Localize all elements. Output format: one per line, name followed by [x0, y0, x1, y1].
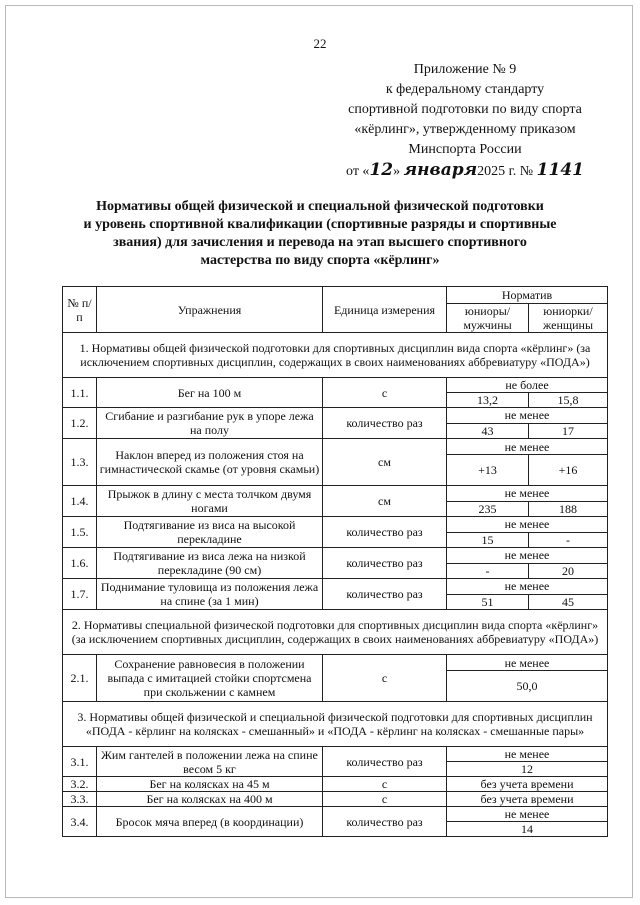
- row-unit: с: [323, 777, 447, 792]
- appendix-header: [330, 60, 600, 182]
- row-exercise: Жим гантелей в положении лежа на спине весом 5 кг: [97, 747, 323, 777]
- row-exercise: Наклон вперед из положения стоя на гимнастической скамье (от уровня скамьи): [97, 439, 323, 486]
- row-unit: см: [323, 486, 447, 517]
- section-1-title: 1. Нормативы общей физической подготовки для спортивных дисциплин вида спорта «кёрлинг» (за исключением спортивных дисциплин, содержащих в своих наименованиях аббревиатуру «ПОДА»): [63, 333, 608, 378]
- row-limit: не менее: [447, 655, 608, 671]
- row-exercise: Прыжок в длину с места толчком двумя ногами: [97, 486, 323, 517]
- row-limit: не менее: [447, 807, 608, 822]
- handwritten-day: 12: [369, 160, 394, 180]
- table-row: [63, 517, 608, 533]
- row-num: 3.3.: [63, 792, 97, 807]
- value-women: +16: [529, 455, 608, 486]
- header-num: № п/п: [63, 287, 97, 333]
- row-unit: количество раз: [323, 408, 447, 439]
- title-line: мастерства по виду спорта «кёрлинг»: [200, 253, 440, 268]
- value-women: 45: [529, 594, 608, 610]
- order-date-line: [330, 160, 600, 182]
- header-juniors-men: юниоры/ мужчины: [447, 304, 529, 333]
- value-all: 14: [447, 822, 608, 837]
- row-unit: количество раз: [323, 517, 447, 548]
- norms-table: [62, 286, 608, 837]
- row-exercise: Сгибание и разгибание рук в упоре лежа на полу: [97, 408, 323, 439]
- title-line: звания) для зачисления и перевода на этап высшего спортивного: [113, 235, 527, 250]
- value-men: 15: [447, 532, 529, 548]
- row-unit: с: [323, 792, 447, 807]
- table-row: [63, 439, 608, 455]
- table-row: [63, 486, 608, 502]
- row-num: 3.2.: [63, 777, 97, 792]
- value-all: 12: [447, 762, 608, 777]
- value-women: -: [529, 532, 608, 548]
- table-row: [63, 655, 608, 671]
- appendix-line: к федеральному стандарту: [385, 82, 545, 97]
- row-num: 1.3.: [63, 439, 97, 486]
- value-all: 50,0: [447, 671, 608, 702]
- table-row: [63, 579, 608, 595]
- title-line: и уровень спортивной квалификации (спортивные разряды и спортивные: [83, 217, 557, 232]
- section-heading: [63, 702, 608, 747]
- value-men: 51: [447, 594, 529, 610]
- row-exercise: Подтягивание из виса лежа на низкой перекладине (90 см): [97, 548, 323, 579]
- row-limit: не более: [447, 378, 608, 393]
- table-row: [63, 807, 608, 822]
- handwritten-order-number: 1141: [536, 160, 584, 180]
- value-women: 15,8: [529, 393, 608, 408]
- header-unit: Единица измерения: [323, 287, 447, 333]
- table-row: [63, 408, 608, 424]
- page-number: 22: [313, 36, 327, 51]
- value-women: 17: [529, 423, 608, 439]
- header-norm: Норматив: [447, 287, 608, 304]
- row-exercise: Бег на колясках на 45 м: [97, 777, 323, 792]
- date-year: 2025 г. №: [477, 164, 534, 179]
- row-unit: количество раз: [323, 747, 447, 777]
- row-exercise: Бросок мяча вперед (в координации): [97, 807, 323, 837]
- row-num: 1.6.: [63, 548, 97, 579]
- table-row: [63, 548, 608, 564]
- section-2-title: 2. Нормативы специальной физической подготовки для спортивных дисциплин вида спорта «кёрлинг» (за исключением спортивных дисциплин, содержащих в своих наименованиях аббревиатуру «ПОДА»): [63, 610, 608, 655]
- handwritten-month: января: [403, 160, 478, 180]
- row-limit: не менее: [447, 548, 608, 564]
- row-limit: не менее: [447, 747, 608, 762]
- row-num: 1.4.: [63, 486, 97, 517]
- appendix-line: «кёрлинг», утвержденному приказом: [354, 122, 576, 137]
- row-num: 2.1.: [63, 655, 97, 702]
- section-heading: [63, 333, 608, 378]
- row-exercise: Подтягивание из виса на высокой перекладине: [97, 517, 323, 548]
- section-3-title: 3. Нормативы общей физической и специальной физической подготовки для спортивных дисциплин «ПОДА - кёрлинг на колясках - смешанный» и «ПОДА - кёрлинг на колясках - смешанные пары»: [63, 702, 608, 747]
- table-row: [63, 792, 608, 807]
- value-women: 20: [529, 563, 608, 579]
- value-men: -: [447, 563, 529, 579]
- row-num: 1.1.: [63, 378, 97, 408]
- table-row: [63, 747, 608, 762]
- header-exercise: Упражнения: [97, 287, 323, 333]
- appendix-line: Приложение № 9: [413, 62, 517, 77]
- row-num: 3.4.: [63, 807, 97, 837]
- row-limit: не менее: [447, 408, 608, 424]
- row-unit: с: [323, 655, 447, 702]
- table-row: [63, 378, 608, 393]
- row-limit: не менее: [447, 486, 608, 502]
- row-unit: количество раз: [323, 548, 447, 579]
- table-row: [63, 777, 608, 792]
- table-header-row: [63, 287, 608, 304]
- section-heading: [63, 610, 608, 655]
- row-exercise: Поднимание туловища из положения лежа на спине (за 1 мин): [97, 579, 323, 610]
- title-line: Нормативы общей физической и специальной физической подготовки: [96, 199, 544, 214]
- value-men: 13,2: [447, 393, 529, 408]
- value-men: +13: [447, 455, 529, 486]
- date-prefix: от «: [346, 164, 370, 179]
- row-exercise: Сохранение равновесия в положении выпада с имитацией стойки спортсмена при скольжении с камнем: [97, 655, 323, 702]
- row-limit: не менее: [447, 439, 608, 455]
- value-all: без учета времени: [447, 777, 608, 792]
- row-limit: не менее: [447, 579, 608, 595]
- row-num: 1.5.: [63, 517, 97, 548]
- appendix-line: спортивной подготовки по виду спорта: [348, 102, 582, 117]
- document-title: [70, 198, 570, 270]
- row-num: 1.2.: [63, 408, 97, 439]
- row-exercise: Бег на 100 м: [97, 378, 323, 408]
- row-num: 1.7.: [63, 579, 97, 610]
- row-unit: см: [323, 439, 447, 486]
- header-juniors-women: юниорки/ женщины: [529, 304, 608, 333]
- date-mid: »: [393, 164, 401, 179]
- value-men: 235: [447, 501, 529, 517]
- row-unit: количество раз: [323, 807, 447, 837]
- value-women: 188: [529, 501, 608, 517]
- appendix-line: Минспорта России: [408, 142, 522, 157]
- row-exercise: Бег на колясках на 400 м: [97, 792, 323, 807]
- value-men: 43: [447, 423, 529, 439]
- value-all: без учета времени: [447, 792, 608, 807]
- row-limit: не менее: [447, 517, 608, 533]
- row-num: 3.1.: [63, 747, 97, 777]
- row-unit: количество раз: [323, 579, 447, 610]
- row-unit: с: [323, 378, 447, 408]
